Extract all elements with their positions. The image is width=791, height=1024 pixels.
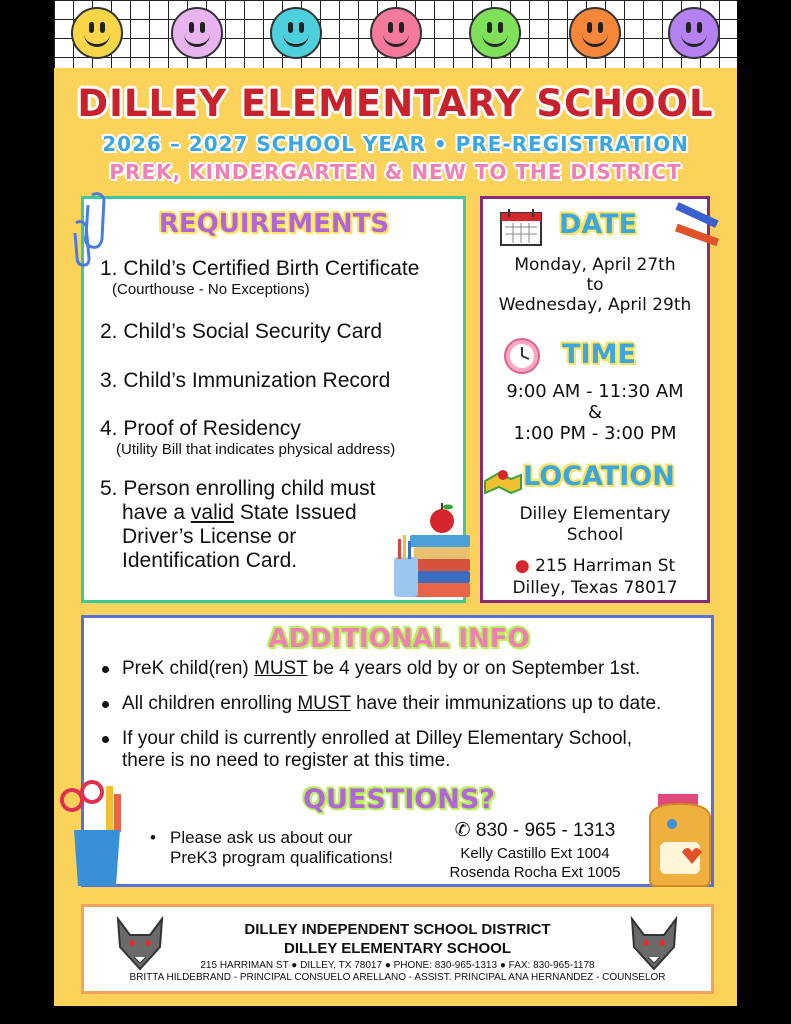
location-heading: LOCATION — [523, 461, 675, 492]
additional-info-list — [100, 658, 705, 785]
requirement-item-1: 1. Child’s Certified Birth Certificate (Courthouse - No Exceptions) — [100, 257, 420, 298]
clock-icon — [503, 337, 541, 375]
time-range: 9:00 AM - 11:30 AM & 1:00 PM - 3:00 PM — [506, 381, 684, 444]
map-pin-icon: ● — [514, 556, 530, 576]
date-heading: DATE — [558, 209, 638, 240]
smiley-face-icon — [370, 7, 422, 59]
time-heading: TIME — [562, 339, 636, 370]
smiley-face-icon — [569, 7, 621, 59]
contact-block — [430, 820, 640, 882]
phone-icon: ✆ — [454, 820, 471, 841]
date-time-location-box — [480, 196, 710, 603]
requirements-box — [81, 196, 466, 603]
crayons-icon — [673, 201, 723, 256]
list-item: All children enrolling MUST have their immunizations up to date. — [100, 693, 705, 715]
prek3-note: • Please ask us about our PreK3 program qualifications! — [150, 828, 394, 867]
scissors-pencil-cup-icon — [54, 778, 134, 888]
requirements-heading: REQUIREMENTS — [158, 209, 390, 239]
phone-number: 830 - 965 - 1313 — [475, 820, 616, 841]
smiley-face-icon — [71, 7, 123, 59]
smiley-face-icon — [171, 7, 223, 59]
smiley-face-icon — [270, 7, 322, 59]
footer-school-name: DILLEY ELEMENTARY SCHOOL — [284, 940, 511, 957]
backpack-icon — [642, 788, 720, 888]
requirement-item-5: 5. Person enrolling child must have a valid State Issued Driver’s License or Identification Card. — [100, 477, 376, 572]
smiley-face-icon — [668, 7, 720, 59]
footer-box — [81, 904, 714, 994]
school-title: DILLEY ELEMENTARY SCHOOL — [77, 82, 714, 125]
smiley-face-icon — [469, 7, 521, 59]
location-name: Dilley Elementary School — [519, 504, 671, 545]
contact-1: Kelly Castillo Ext 1004 — [460, 845, 610, 862]
list-item: If your child is currently enrolled at Dilley Elementary School, there is no need to register at this time. — [100, 728, 705, 772]
requirement-item-4: 4. Proof of Residency (Utility Bill that indicates physical address) — [100, 417, 396, 458]
date-range: Monday, April 27th to Wednesday, April 29th — [498, 255, 692, 315]
footer-staff: BRITTA HILDEBRAND - PRINCIPAL CONSUELO ARELLANO - ASSIST. PRINCIPAL ANA HERNANDEZ - COUNSELOR — [129, 972, 666, 983]
additional-info-heading: ADDITIONAL INFO — [268, 624, 530, 654]
calendar-icon — [499, 207, 545, 247]
list-item: PreK child(ren) MUST be 4 years old by or on September 1st. — [100, 658, 705, 680]
books-apple-icon — [390, 499, 470, 604]
audience-line: PREK, KINDERGARTEN & NEW TO THE DISTRICT — [109, 160, 682, 184]
footer-address: 215 HARRIMAN ST ● DILLEY, TX 78017 ● PHONE: 830-965-1313 ● FAX: 830-965-1178 — [200, 960, 595, 971]
additional-info-box — [81, 615, 714, 887]
district-name: DILLEY INDEPENDENT SCHOOL DISTRICT — [244, 921, 551, 938]
questions-heading: QUESTIONS? — [303, 784, 495, 815]
requirement-item-3: 3. Child’s Immunization Record — [100, 369, 391, 392]
location-address: ● 215 Harriman St Dilley, Texas 78017 — [512, 556, 678, 598]
map-icon — [483, 467, 523, 495]
requirement-item-2: 2. Child’s Social Security Card — [100, 320, 383, 343]
school-year-line: 2026 – 2027 SCHOOL YEAR • PRE-REGISTRATION — [102, 132, 689, 156]
flyer — [54, 0, 737, 1006]
contact-2: Rosenda Rocha Ext 1005 — [449, 864, 621, 881]
